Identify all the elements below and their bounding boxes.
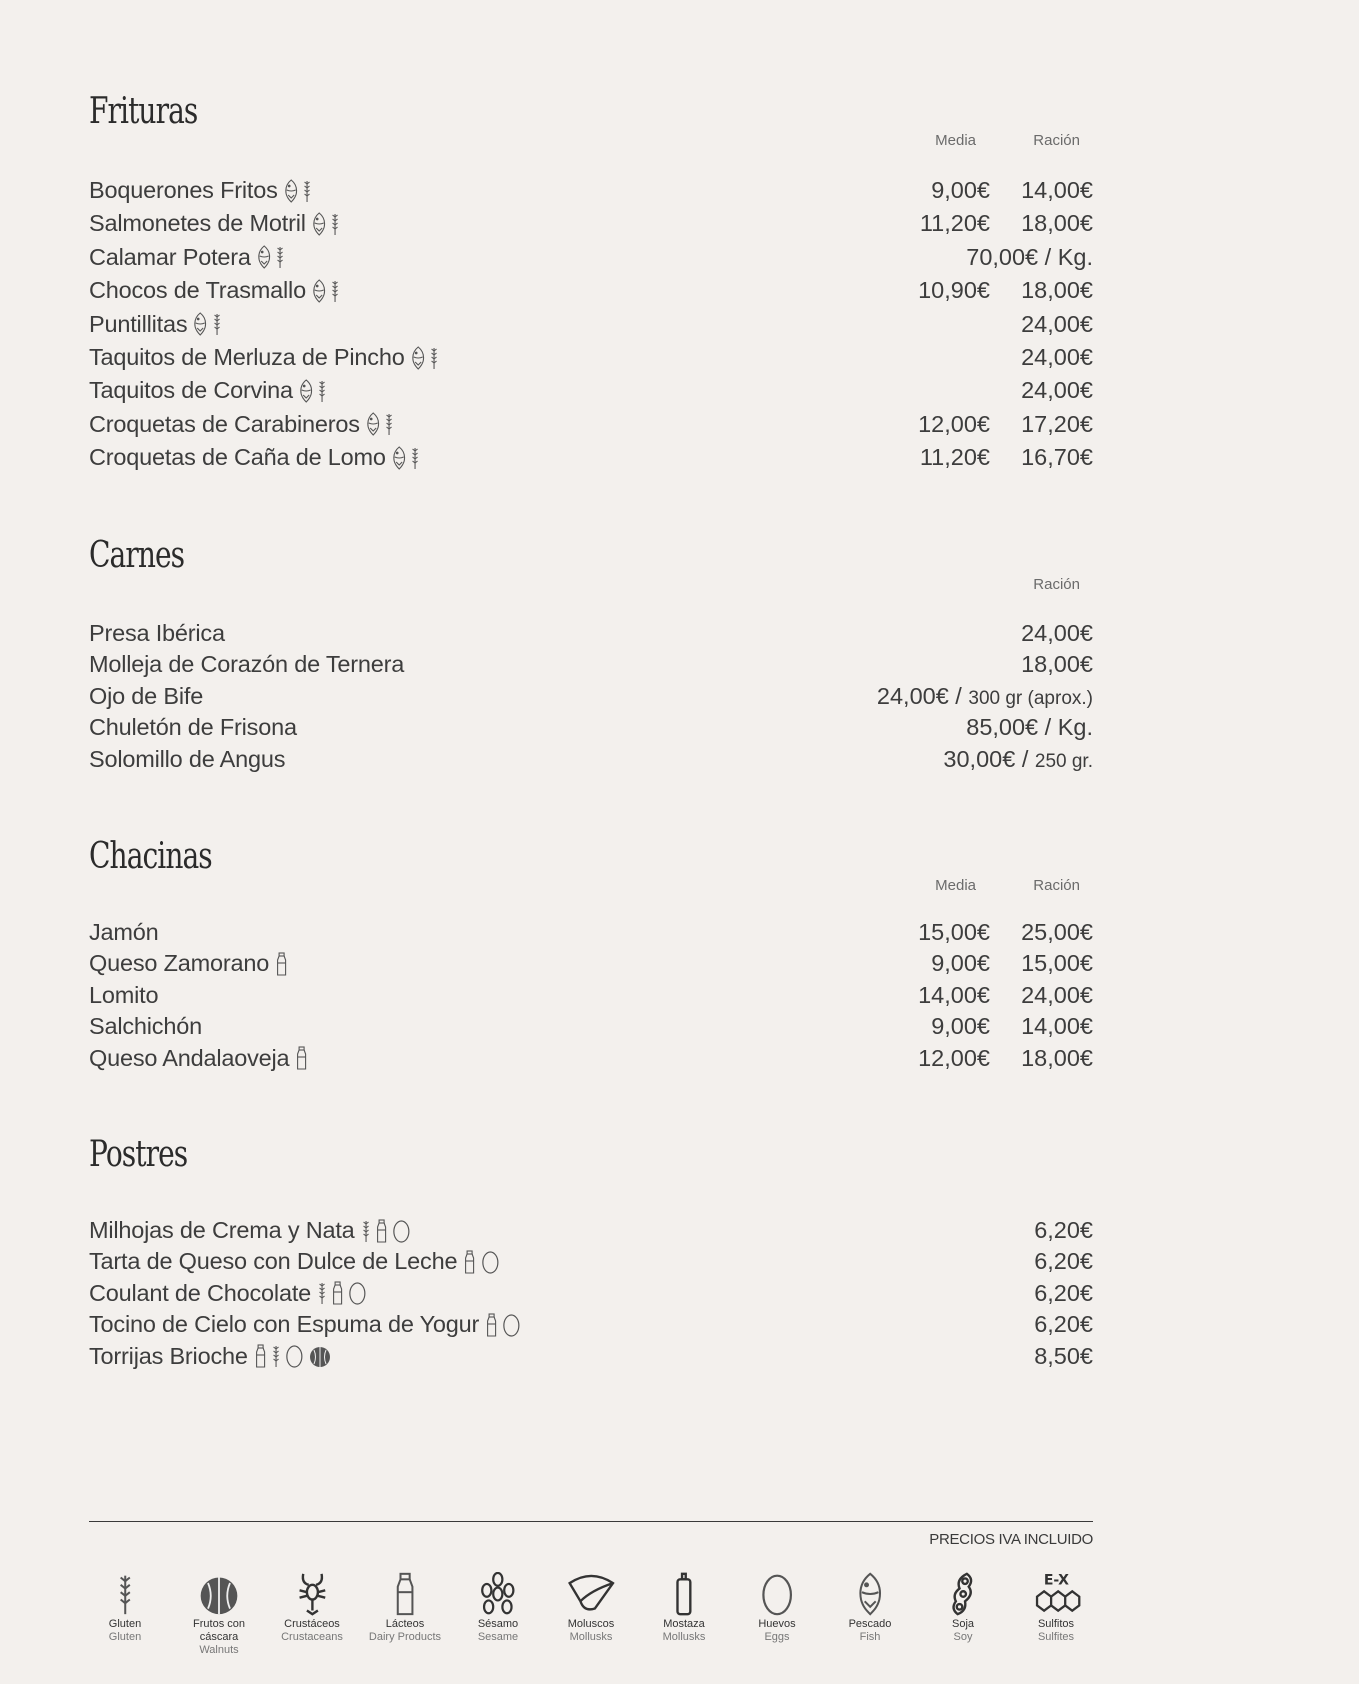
column-media-label: Media: [935, 132, 976, 149]
wheat-icon: [361, 1219, 371, 1243]
menu-item-name: [89, 712, 297, 743]
item-name-text: Milhojas de Crema y Nata: [89, 1217, 355, 1243]
menu-item-row: [89, 681, 1093, 712]
wheat-icon: [317, 379, 327, 403]
price-media: 11,20€: [919, 210, 990, 237]
allergen-name-en: Dairy Products: [368, 1631, 442, 1643]
price-racion: [943, 744, 1093, 777]
item-name-text: Presa Ibérica: [89, 620, 225, 646]
menu-item-row: [89, 649, 1093, 680]
item-name-text: Torrijas Brioche: [89, 1342, 248, 1369]
milk-icon: [331, 1281, 344, 1305]
allergen-name-es: Frutos con cáscara: [193, 1618, 245, 1643]
allergen-icons: [284, 179, 312, 203]
price-racion-value: 24,00€: [1021, 620, 1093, 646]
fish-icon: [411, 346, 425, 370]
allergen-icons: [411, 346, 439, 370]
price-media: 9,00€: [931, 177, 990, 203]
column-headers: [89, 877, 1093, 903]
price-racion-value: 14,00€: [1021, 177, 1093, 203]
menu-item-name: [89, 241, 285, 274]
allergen-name-es: Huevos: [758, 1618, 796, 1630]
price-media: 14,00€: [918, 981, 990, 1008]
column-racion-label: Ración: [1033, 877, 1080, 894]
item-name-text: Tarta de Queso con Dulce de Leche: [89, 1248, 458, 1275]
item-list: [89, 1215, 1093, 1372]
item-name-text: Calamar Potera: [89, 243, 251, 270]
fish-icon: [312, 212, 326, 236]
allergen-icons: [299, 379, 327, 403]
menu-item-name: [89, 1043, 309, 1074]
item-name-text: Molleja de Corazón de Ternera: [89, 651, 405, 678]
menu-item-row: [89, 917, 1093, 948]
item-name-text: Taquitos de Merluza de Pincho: [89, 343, 405, 370]
item-list: [89, 174, 1093, 475]
egg-icon: [392, 1219, 411, 1243]
item-name-text: Solomillo de Angus: [89, 745, 286, 772]
price-racion-value: 18,00€: [1021, 1044, 1093, 1071]
section-title: Frituras: [89, 91, 198, 132]
menu-item-name: [89, 274, 340, 307]
allergen-name-es: Sulfitos: [1037, 1618, 1075, 1630]
price-media: 12,00€: [918, 410, 990, 437]
item-name-text: Queso Zamorano: [89, 950, 270, 977]
price-racion: [1021, 408, 1093, 441]
price-racion: [1034, 1215, 1093, 1246]
menu-item-name: [89, 1309, 521, 1340]
section-chacinas: [89, 837, 1093, 1074]
item-name-text: Croquetas de Carabineros: [89, 410, 360, 437]
allergen-icons: [193, 312, 221, 336]
menu-item-row: [89, 1278, 1093, 1309]
price-racion-value: 70,00€ / Kg.: [966, 243, 1093, 270]
menu-item-row: [89, 374, 1093, 407]
fish-icon: [193, 312, 207, 336]
allergen-name-es: Gluten: [108, 1618, 142, 1630]
allergen-name-en: Fish: [859, 1631, 881, 1643]
menu-item-row: [89, 207, 1093, 240]
allergen-icons: [392, 446, 420, 470]
menu-item-row: [89, 744, 1093, 775]
wheat-icon: [429, 346, 439, 370]
egg-icon: [481, 1250, 500, 1274]
allergen-name-en: Gluten: [108, 1631, 142, 1643]
menu-item-row: [89, 1011, 1093, 1042]
price-racion-value: 6,20€: [1034, 1217, 1093, 1243]
menu-item-row: [89, 441, 1093, 474]
allergen-icons: [312, 279, 340, 303]
allergen-icons: [485, 1313, 521, 1337]
column-headers: [89, 1175, 1093, 1201]
milk-icon: [254, 1344, 267, 1368]
allergen-icons: [361, 1219, 411, 1243]
price-racion: [966, 241, 1093, 274]
sulfite-icon: [1001, 1560, 1111, 1616]
menu-item-row: [89, 1215, 1093, 1246]
item-name-text: Puntillitas: [89, 310, 188, 337]
item-list: [89, 917, 1093, 1074]
price-racion-value: 18,00€: [1021, 210, 1093, 237]
allergen-name-es: Lácteos: [385, 1618, 425, 1630]
price-racion-value: 16,70€: [1021, 444, 1093, 471]
price-racion-value: 24,00€: [1021, 377, 1093, 404]
menu-item-name: [89, 618, 225, 649]
allergen-name-en: Mollusks: [662, 1631, 706, 1643]
allergen-name-en: Sulfites: [1037, 1631, 1075, 1643]
price-media: 9,00€: [931, 950, 990, 977]
menu-item-row: [89, 618, 1093, 649]
wheat-icon: [212, 312, 222, 336]
price-racion: [1021, 1011, 1093, 1042]
section-frituras: [89, 92, 1093, 475]
menu-item-row: [89, 1309, 1093, 1340]
price-racion: [1021, 274, 1093, 307]
wheat-icon: [384, 412, 394, 436]
price-racion-value: 8,50€: [1034, 1342, 1093, 1369]
menu-item-name: [89, 207, 340, 240]
allergen-legend: [89, 1560, 1093, 1670]
allergen-name-en: Soy: [953, 1631, 973, 1643]
menu-item-name: [89, 948, 288, 979]
price-racion: [1021, 618, 1093, 649]
price-racion: [966, 712, 1093, 743]
svg-text:E-X: E-X: [1043, 1572, 1069, 1589]
price-racion: [877, 681, 1093, 714]
item-name-text: Chocos de Trasmallo: [89, 277, 306, 304]
allergen-name-en: Mollusks: [569, 1631, 613, 1643]
item-name-text: Queso Andalaoveja: [89, 1044, 290, 1071]
menu-item-name: [89, 374, 327, 407]
menu-item-name: [89, 1341, 332, 1372]
price-racion-value: 24,00€: [1021, 981, 1093, 1008]
allergen-name-es: Crustáceos: [284, 1618, 340, 1630]
price-media: 15,00€: [918, 919, 990, 945]
price-racion-value: 24,00€: [1021, 310, 1093, 337]
menu-item-row: [89, 712, 1093, 743]
allergen-icons: [463, 1250, 499, 1274]
price-racion: [1021, 308, 1093, 341]
fish-icon: [312, 279, 326, 303]
walnut-icon: [308, 1344, 332, 1368]
menu-item-row: [89, 948, 1093, 979]
menu-item-name: [89, 1246, 499, 1277]
price-racion: [1021, 1043, 1093, 1074]
wheat-icon: [271, 1344, 281, 1368]
menu-item-name: [89, 408, 394, 441]
price-media: 11,20€: [919, 444, 990, 471]
wheat-icon: [317, 1281, 327, 1305]
price-racion: [1021, 341, 1093, 374]
menu-item-name: [89, 441, 420, 474]
allergen-icons: [312, 212, 340, 236]
menu-item-row: [89, 241, 1093, 274]
item-name-text: Tocino de Cielo con Espuma de Yogur: [89, 1311, 480, 1338]
fish-icon: [284, 179, 298, 203]
menu-item-name: [89, 649, 404, 680]
wheat-icon: [410, 446, 420, 470]
price-racion: [1021, 649, 1093, 680]
menu-page: [89, 0, 1093, 1684]
price-racion: [1021, 980, 1093, 1011]
column-headers: [89, 132, 1093, 158]
price-racion: [1021, 174, 1093, 207]
price-racion-value: 6,20€: [1034, 1248, 1093, 1275]
price-racion-value: 15,00€: [1021, 950, 1093, 977]
item-name-text: Boquerones Fritos: [89, 177, 278, 203]
price-racion-unit: 300 gr (aprox.): [968, 687, 1093, 709]
price-media: 12,00€: [918, 1044, 990, 1071]
allergen-name-es: Mostaza: [663, 1618, 705, 1630]
price-racion: [1021, 374, 1093, 407]
section-postres: [89, 1135, 1093, 1372]
allergen-icons: [317, 1281, 367, 1305]
milk-icon: [295, 1046, 308, 1070]
menu-item-name: [89, 1215, 411, 1246]
allergen-icons: [257, 245, 285, 269]
wheat-icon: [330, 212, 340, 236]
milk-icon: [375, 1219, 388, 1243]
allergen-name-es: Sésamo: [477, 1618, 519, 1630]
price-racion-value: 18,00€: [1021, 651, 1093, 678]
menu-item-name: [89, 174, 312, 207]
egg-icon: [285, 1344, 304, 1368]
column-racion-label: Ración: [1033, 576, 1080, 593]
price-racion-value: 85,00€ / Kg.: [966, 714, 1093, 741]
column-media-label: Media: [935, 877, 976, 894]
price-racion: [1021, 917, 1093, 948]
item-name-text: Jamón: [89, 919, 159, 945]
allergen-icons: [275, 952, 288, 976]
price-racion: [1034, 1309, 1093, 1340]
menu-item-name: [89, 341, 439, 374]
egg-icon: [348, 1281, 367, 1305]
allergen-icons: [254, 1344, 332, 1368]
allergen-legend-item: [1001, 1560, 1111, 1644]
item-name-text: Chuletón de Frisona: [89, 714, 297, 741]
milk-icon: [463, 1250, 476, 1274]
price-racion-value: 17,20€: [1021, 410, 1093, 437]
menu-item-row: [89, 1341, 1093, 1372]
price-racion: [1021, 207, 1093, 240]
price-racion: [1034, 1246, 1093, 1277]
price-racion-value: 6,20€: [1034, 1279, 1093, 1306]
allergen-name-es: Soja: [951, 1618, 975, 1630]
price-media: 10,90€: [918, 277, 990, 304]
item-name-text: Coulant de Chocolate: [89, 1279, 312, 1306]
menu-item-row: [89, 274, 1093, 307]
menu-item-name: [89, 308, 222, 341]
allergen-name-es: Moluscos: [567, 1618, 615, 1630]
price-racion-value: 14,00€: [1021, 1013, 1093, 1040]
price-racion-unit: 250 gr.: [1034, 750, 1093, 772]
menu-item-row: [89, 341, 1093, 374]
section-title: Postres: [89, 1134, 188, 1175]
section-title: Carnes: [89, 535, 185, 576]
menu-item-name: [89, 1278, 367, 1309]
fish-icon: [299, 379, 313, 403]
item-name-text: Salmonetes de Motril: [89, 210, 306, 237]
column-headers: [89, 576, 1093, 602]
section-title: Chacinas: [89, 836, 212, 877]
item-name-text: Ojo de Bife: [89, 682, 204, 709]
item-name-text: Croquetas de Caña de Lomo: [89, 444, 386, 471]
fish-icon: [257, 245, 271, 269]
menu-item-name: [89, 917, 159, 948]
allergen-name-en: Eggs: [764, 1631, 790, 1643]
item-name-text: Salchichón: [89, 1013, 202, 1040]
menu-item-row: [89, 174, 1093, 207]
menu-item-name: [89, 980, 158, 1011]
footer-divider: [89, 1521, 1093, 1522]
allergen-icons: [295, 1046, 308, 1070]
price-racion-value: 25,00€: [1021, 919, 1093, 945]
section-carnes: [89, 536, 1093, 775]
allergen-name-en: Crustaceans: [281, 1631, 343, 1643]
vat-notice: PRECIOS IVA INCLUIDO: [929, 1531, 1093, 1548]
price-media: 9,00€: [931, 1013, 990, 1040]
menu-item-name: [89, 681, 203, 712]
egg-icon: [502, 1313, 521, 1337]
menu-item-row: [89, 308, 1093, 341]
wheat-icon: [275, 245, 285, 269]
price-racion: [1034, 1278, 1093, 1309]
allergen-icons: [366, 412, 394, 436]
menu-item-row: [89, 1246, 1093, 1277]
item-name-text: Lomito: [89, 981, 159, 1008]
wheat-icon: [302, 179, 312, 203]
price-racion: [1021, 948, 1093, 979]
price-racion-value: 6,20€: [1034, 1311, 1093, 1338]
milk-icon: [275, 952, 288, 976]
column-racion-label: Ración: [1033, 132, 1080, 149]
allergen-name-en: Sesame: [477, 1631, 519, 1643]
milk-icon: [485, 1313, 498, 1337]
allergen-name-en: Walnuts: [199, 1644, 239, 1656]
price-racion: [1034, 1341, 1093, 1372]
price-racion-value: 30,00€ /: [943, 745, 1029, 772]
price-racion-value: 24,00€ /: [876, 682, 962, 709]
allergen-name-es: Pescado: [848, 1618, 892, 1630]
item-name-text: Taquitos de Corvina: [89, 377, 293, 404]
menu-item-row: [89, 408, 1093, 441]
menu-item-row: [89, 1043, 1093, 1074]
wheat-icon: [330, 279, 340, 303]
menu-item-row: [89, 980, 1093, 1011]
fish-icon: [392, 446, 406, 470]
price-racion: [1021, 441, 1093, 474]
price-racion-value: 24,00€: [1021, 343, 1093, 370]
menu-item-name: [89, 744, 285, 775]
menu-item-name: [89, 1011, 202, 1042]
item-list: [89, 618, 1093, 775]
fish-icon: [366, 412, 380, 436]
price-racion-value: 18,00€: [1021, 277, 1093, 304]
